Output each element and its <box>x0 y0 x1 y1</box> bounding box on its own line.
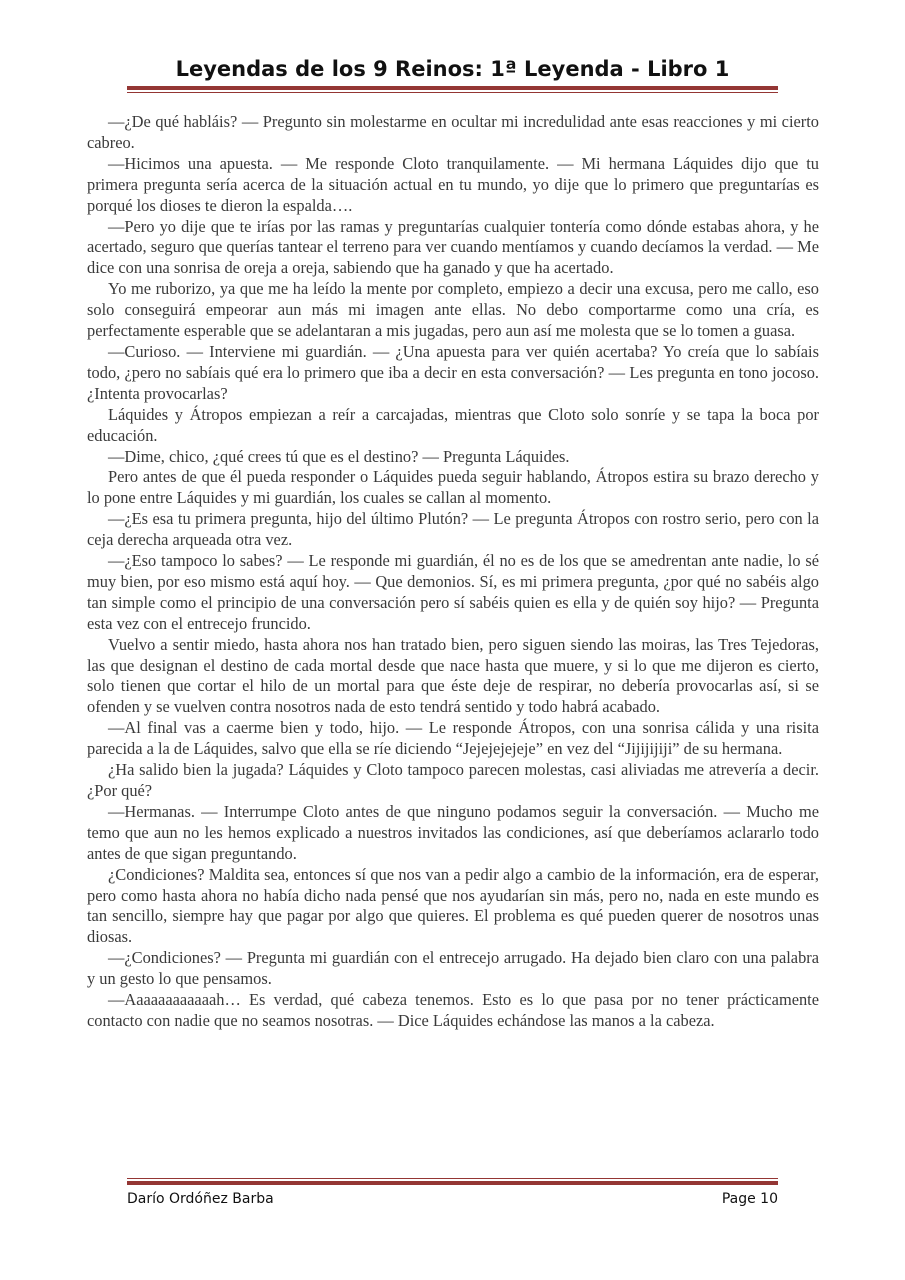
page-number: Page 10 <box>721 1191 778 1207</box>
header-rule-thin <box>127 92 778 93</box>
paragraph: Láquides y Átropos empiezan a reír a carcajadas, mientras que Cloto solo sonríe y se tapa la boca por educación. <box>87 404 819 445</box>
paragraph: —¿Eso tampoco lo sabes? — Le responde mi guardián, él no es de los que se amedrentan ante nadie, lo sé muy bien, por eso mismo está aquí hoy. — Que demonios. Sí, es mi primera pregunta, ¿por qué no sabéis algo tan simple como el principio de una conversación pero sí sabéis quien es ella y de quién soy hijo? — Pregunta esta vez con el entrecejo fruncido. <box>87 551 819 633</box>
paragraph: —¿Es esa tu primera pregunta, hijo del último Plutón? — Le pregunta Átropos con rostro serio, pero con la ceja derecha arqueada otra vez. <box>87 509 819 550</box>
footer-author: Darío Ordóñez Barba <box>127 1191 274 1207</box>
paragraph: Vuelvo a sentir miedo, hasta ahora nos han tratado bien, pero siguen siendo las moiras, las Tres Tejedoras, las que designan el destino de cada mortal desde que nace hasta que muere, y si lo que me dijeron es cierto, solo tienen que cortar el hilo de un mortal para que éste deje de respirar, no debería provocarlas así, si se ofenden y se vuelven contra nosotros nada de esto tendrá sentido y todo habrá acabado. <box>87 634 819 717</box>
paragraph: Pero antes de que él pueda responder o Láquides pueda seguir hablando, Átropos estira su brazo derecho y lo pone entre Láquides y mi guardián, los cuales se callan al momento. <box>87 467 819 508</box>
paragraph: —Dime, chico, ¿qué crees tú que es el destino? — Pregunta Láquides. <box>108 446 570 466</box>
paragraph: —¿Condiciones? — Pregunta mi guardián con el entrecejo arrugado. Ha dejado bien claro con una palabra y un gesto lo que pensamos. <box>87 948 819 989</box>
page-footer <box>127 1178 778 1210</box>
header-rule-thick <box>127 86 778 90</box>
paragraph: ¿Condiciones? Maldita sea, entonces sí que nos van a pedir algo a cambio de la información, era de esperar, pero como hasta ahora no había dicho nada pensé que nos ayudarían sin más, pero no, nada en este mundo es tan sencillo, siempre hay que pagar por algo que quieres. El problema es qué pueden querer de nosotros unas diosas. <box>87 864 819 947</box>
paragraph: —¿De qué habláis? — Pregunto sin molestarme en ocultar mi incredulidad ante esas reacciones y mi cierto cabreo. <box>87 112 819 152</box>
body-text <box>87 112 819 1032</box>
paragraph: Yo me ruborizo, ya que me ha leído la mente por completo, empiezo a decir una excusa, pero me callo, eso solo conseguirá empeorar aun más mi imagen ante ellas. No debo comportarme como una cría, es perfectamente esperable que se adelantaran a mis jugadas, pero aun así me molesta que se lo tomen a guasa. <box>87 279 819 341</box>
footer-rule-thick <box>127 1181 778 1185</box>
footer-rule-thin <box>127 1178 778 1179</box>
page-header <box>127 56 778 93</box>
paragraph: ¿Ha salido bien la jugada? Láquides y Cloto tampoco parecen molestas, casi aliviadas me atrevería a decir. ¿Por qué? <box>87 760 819 800</box>
paragraph: —Curioso. — Interviene mi guardián. — ¿Una apuesta para ver quién acertaba? Yo creía que lo sabíais todo, ¿pero no sabíais qué era lo primero que iba a decir en esta conversación? — Les pregunta en tono jocoso. ¿Intenta provocarlas? <box>87 341 819 403</box>
paragraph: —Hermanas. — Interrumpe Cloto antes de que ninguno podamos seguir la conversación. — Mucho me temo que aun no les hemos explicado a nuestros invitados las condiciones, así que deberíamos aclararlo todo antes de que sigan preguntando. <box>87 801 819 863</box>
footer-row <box>127 1188 778 1210</box>
paragraph: —Aaaaaaaaaaaah… Es verdad, qué cabeza tenemos. Esto es lo que pasa por no tener prácticamente contacto con nadie que no seamos nosotras. — Dice Láquides echándose las manos a la cabeza. <box>87 990 819 1030</box>
paragraph: —Al final vas a caerme bien y todo, hijo. — Le responde Átropos, con una sonrisa cálida y una risita parecida a la de Láquides, salvo que ella se ríe diciendo “Jejejejejeje” en vez del “Jijijijiji” de su hermana. <box>87 718 819 759</box>
paragraph: —Pero yo dije que te irías por las ramas y preguntarías cualquier tontería como dónde estabas ahora, y he acertado, seguro que querías tantear el terreno para ver cuando mentíamos y cuando decíamos la verdad. — Me dice con una sonrisa de oreja a oreja, sabiendo que ha ganado y que ha acertado. <box>87 216 819 278</box>
paragraph: —Hicimos una apuesta. — Me responde Cloto tranquilamente. — Mi hermana Láquides dijo que tu primera pregunta sería acerca de la situación actual en tu mundo, yo dije que lo primero que preguntarías es porqué los dioses te dieron la espalda…. <box>87 153 819 215</box>
page-title: Leyendas de los 9 Reinos: 1ª Leyenda - Libro 1 <box>175 57 730 81</box>
